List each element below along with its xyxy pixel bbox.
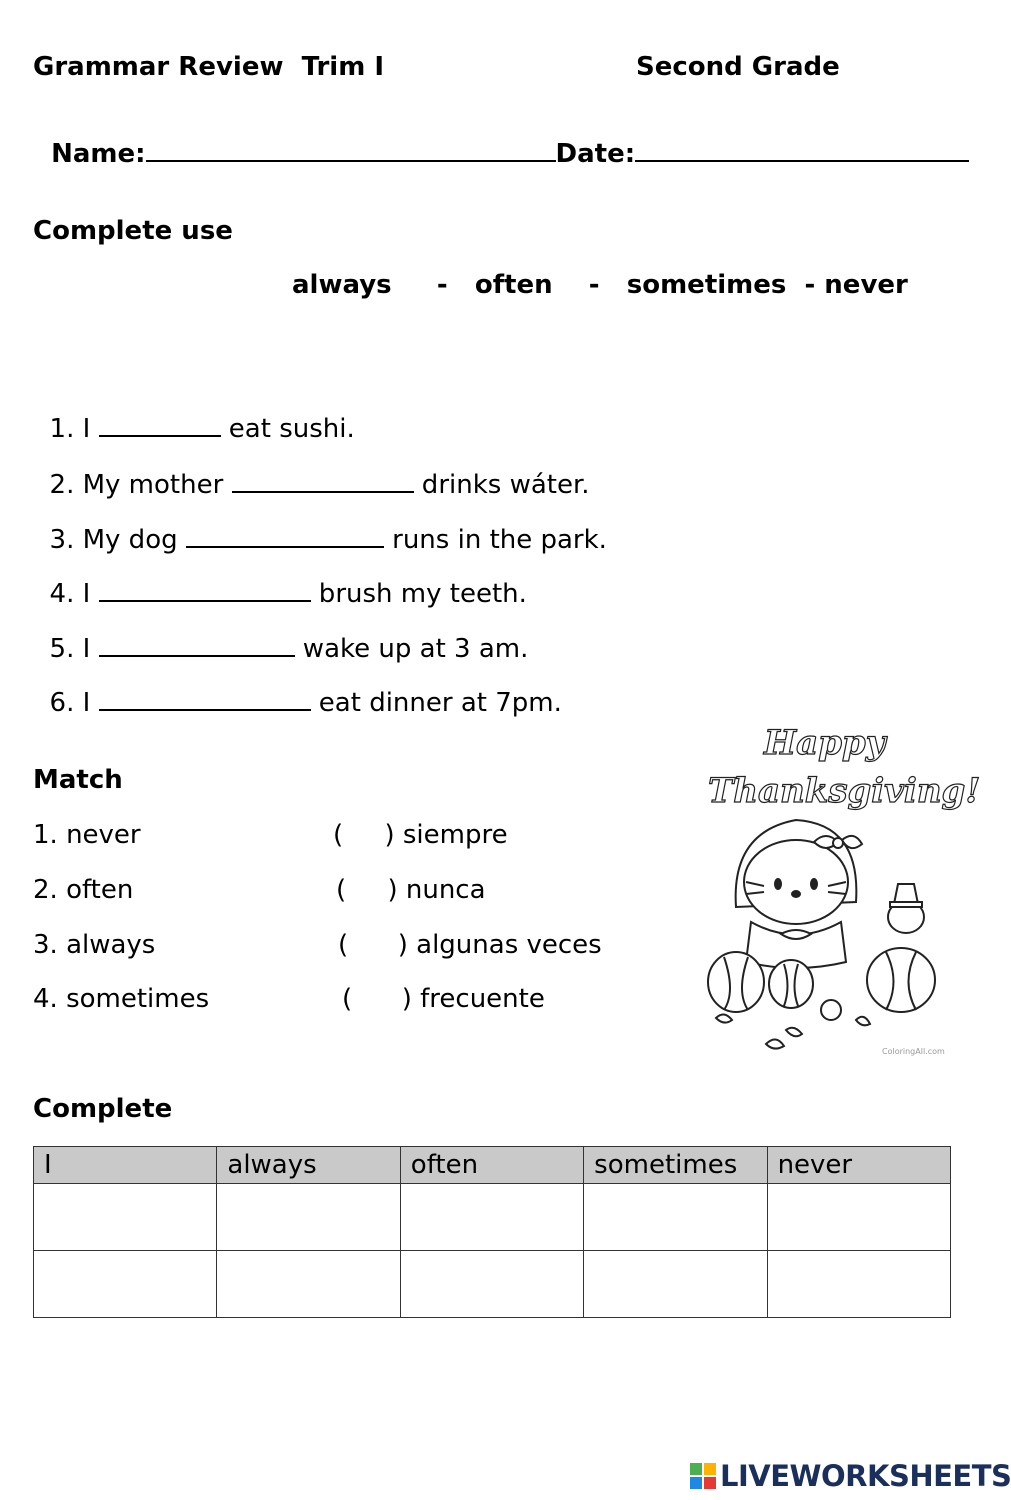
grade-label: Second Grade: [636, 52, 840, 82]
exercise-1-blank[interactable]: [99, 411, 221, 437]
match-left-4: 4. sometimes: [33, 984, 210, 1014]
exercise-4: [33, 546, 527, 609]
exercise-4-after: brush my teeth.: [310, 579, 527, 609]
complete-table: [33, 1146, 951, 1318]
word-bank: always - often - sometimes - never: [292, 270, 908, 300]
table-cell[interactable]: [767, 1251, 950, 1318]
table-row: [34, 1184, 951, 1251]
exercise-3-blank[interactable]: [186, 522, 384, 548]
table-cell[interactable]: [217, 1184, 400, 1251]
exercise-6: [33, 655, 562, 718]
table-cell[interactable]: [34, 1184, 217, 1251]
table-cell[interactable]: [400, 1251, 583, 1318]
exercise-1-after: eat sushi.: [220, 414, 355, 444]
kitty-pilgrim-drawing: [708, 820, 935, 1049]
table-header-cell: always: [217, 1147, 400, 1184]
thanksgiving-clipart: [696, 712, 981, 1062]
match-left-1: 1. never: [33, 820, 141, 850]
date-blank[interactable]: [635, 136, 969, 162]
name-label: Name:: [51, 139, 146, 169]
table-header-cell: sometimes: [584, 1147, 767, 1184]
table-cell[interactable]: [584, 1251, 767, 1318]
date-label: Date:: [555, 139, 636, 169]
clipart-line2: Thanksgiving!: [708, 771, 981, 811]
name-field-row: [33, 106, 969, 169]
table-header-cell: never: [767, 1147, 950, 1184]
exercise-3-after: runs in the park.: [383, 525, 607, 555]
match-right-4[interactable]: ( ) frecuente: [342, 984, 545, 1014]
liveworksheets-logo-icon: [690, 1463, 716, 1489]
match-right-1[interactable]: ( ) siempre: [333, 820, 508, 850]
exercise-4-blank[interactable]: [99, 576, 311, 602]
table-cell[interactable]: [767, 1184, 950, 1251]
worksheet-title: Grammar Review Trim I: [33, 52, 385, 82]
exercise-6-blank[interactable]: [99, 685, 311, 711]
match-right-2[interactable]: ( ) nunca: [336, 875, 486, 905]
exercise-2-blank[interactable]: [232, 467, 414, 493]
table-cell[interactable]: [584, 1184, 767, 1251]
clipart-credit: ColoringAll.com: [882, 1047, 945, 1056]
table-header-row: [34, 1147, 951, 1184]
liveworksheets-brand[interactable]: [690, 1458, 1011, 1494]
table-header-cell: often: [400, 1147, 583, 1184]
complete-use-heading: Complete use: [33, 216, 233, 246]
brand-name: LIVEWORKSHEETS: [720, 1459, 1011, 1493]
exercise-5-after: wake up at 3 am.: [294, 634, 529, 664]
exercise-6-before: 6. I: [49, 688, 99, 718]
match-left-2: 2. often: [33, 875, 134, 905]
match-left-3: 3. always: [33, 930, 156, 960]
exercise-1: [33, 381, 355, 444]
table-header-cell: I: [34, 1147, 217, 1184]
exercise-2-before: 2. My mother: [49, 470, 232, 500]
exercise-2: [33, 437, 590, 500]
table-cell[interactable]: [400, 1184, 583, 1251]
table-cell[interactable]: [34, 1251, 217, 1318]
table-cell[interactable]: [217, 1251, 400, 1318]
exercise-1-before: 1. I: [49, 414, 99, 444]
exercise-4-before: 4. I: [49, 579, 99, 609]
exercise-2-after: drinks wáter.: [413, 470, 590, 500]
exercise-5-before: 5. I: [49, 634, 99, 664]
exercise-3-before: 3. My dog: [49, 525, 186, 555]
clipart-line1: Happy: [764, 723, 886, 763]
table-row: [34, 1251, 951, 1318]
match-heading: Match: [33, 765, 123, 795]
exercise-5-blank[interactable]: [99, 631, 295, 657]
name-blank[interactable]: [146, 136, 556, 162]
exercise-6-after: eat dinner at 7pm.: [310, 688, 562, 718]
match-right-3[interactable]: ( ) algunas veces: [338, 930, 602, 960]
complete-heading: Complete: [33, 1094, 173, 1124]
